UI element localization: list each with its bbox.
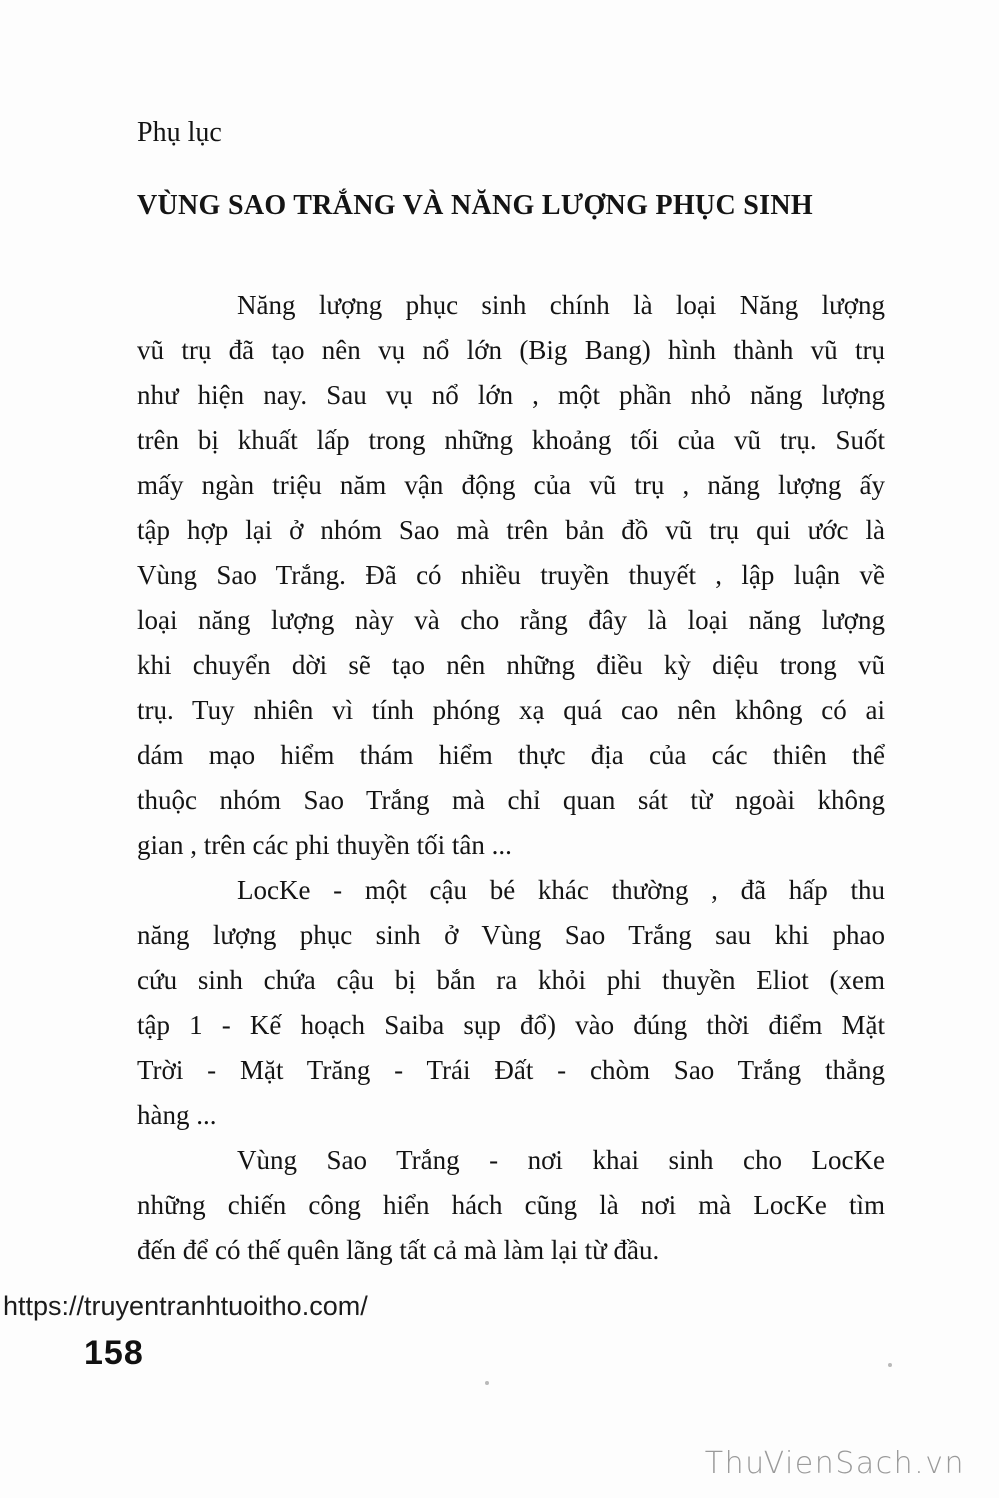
scan-speck <box>485 1381 489 1385</box>
watermark: ThuVienSach.vn <box>704 1446 965 1481</box>
text-line: trên bị khuất lấp trong những khoảng tối của vũ trụ. Suốt <box>137 425 885 455</box>
text-line: mấy ngàn triệu năm vận động của vũ trụ , năng lượng ấy <box>137 470 885 500</box>
text-line: năng lượng phục sinh ở Vùng Sao Trắng sau khi phao <box>137 920 885 950</box>
source-url: https://truyentranhtuoitho.com/ <box>3 1291 368 1321</box>
text-line: Vùng Sao Trắng. Đã có nhiều truyền thuyết , lập luận về <box>137 560 885 590</box>
text-line: khi chuyển dời sẽ tạo nên những điều kỳ diệu trong vũ <box>137 650 885 680</box>
text-line: hàng ... <box>137 1100 217 1130</box>
chapter-title: VÙNG SAO TRẮNG VÀ NĂNG LƯỢNG PHỤC SINH <box>137 190 813 221</box>
body-text <box>137 283 885 1273</box>
scan-speck <box>888 1363 892 1367</box>
text-line: LocKe - một cậu bé khác thường , đã hấp thu <box>237 875 885 905</box>
text-line: tập 1 - Kế hoạch Saiba sụp đổ) vào đúng thời điểm Mặt <box>137 1010 885 1040</box>
text-line: những chiến công hiển hách cũng là nơi mà LocKe tìm <box>137 1190 885 1220</box>
text-line: loại năng lượng này và cho rằng đây là loại năng lượng <box>137 605 885 635</box>
text-line: cứu sinh chứa cậu bị bắn ra khỏi phi thuyền Eliot (xem <box>137 965 885 995</box>
page-number: 158 <box>84 1334 144 1372</box>
text-line: Trời - Mặt Trăng - Trái Đất - chòm Sao Trắng thẳng <box>137 1055 885 1085</box>
text-line: Vùng Sao Trắng - nơi khai sinh cho LocKe <box>237 1145 885 1175</box>
text-line: vũ trụ đã tạo nên vụ nổ lớn (Big Bang) hình thành vũ trụ <box>137 335 885 365</box>
section-label: Phụ lục <box>137 117 222 148</box>
text-line: như hiện nay. Sau vụ nổ lớn , một phần nhỏ năng lượng <box>137 380 885 410</box>
text-line: gian , trên các phi thuyền tối tân ... <box>137 830 512 860</box>
text-line: Năng lượng phục sinh chính là loại Năng lượng <box>237 290 885 320</box>
text-line: dám mạo hiểm thám hiểm thực địa của các thiên thể <box>137 740 885 770</box>
text-line: thuộc nhóm Sao Trắng mà chỉ quan sát từ ngoài không <box>137 785 885 815</box>
text-line: tập hợp lại ở nhóm Sao mà trên bản đồ vũ trụ qui ước là <box>137 515 885 545</box>
text-line: trụ. Tuy nhiên vì tính phóng xạ quá cao nên không có ai <box>137 695 885 725</box>
text-line: đến để có thế quên lãng tất cả mà làm lại từ đầu. <box>137 1235 660 1265</box>
